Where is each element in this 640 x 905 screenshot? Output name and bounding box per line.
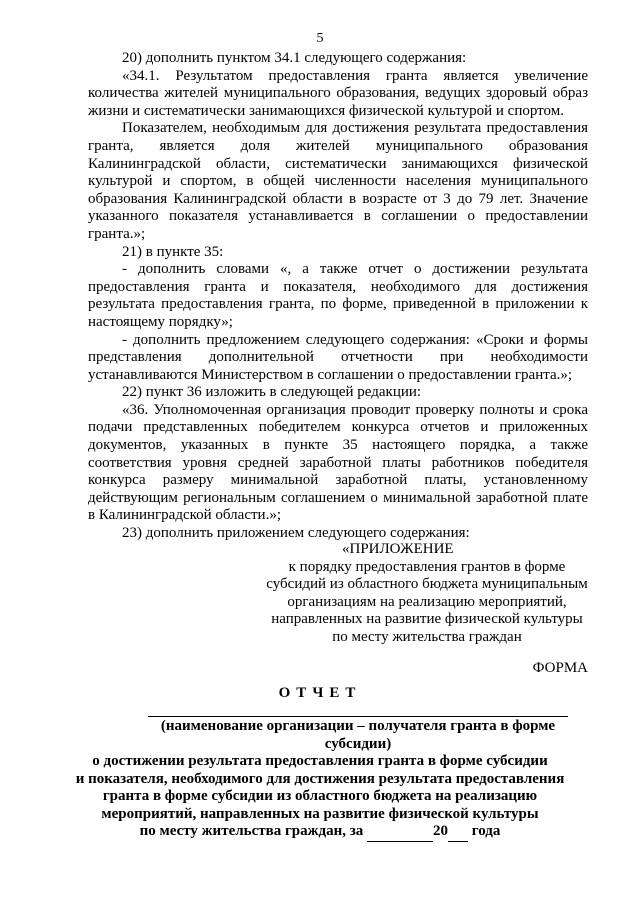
appendix-line: к порядку предоставления грантов в форме (288, 558, 566, 575)
paragraph-23: 23) дополнить приложением следующего содержания: (122, 525, 470, 542)
paragraph-indicator: Показателем, необходимым для достижения результата предоставления гранта, является доля жителей муниципального образования Калининградской области, систематически занимающихся физической культурой и спортом, в общей численности населения муниципального образования Калининградской области в возрасте от 3 до 79 лет. Значение указанного показателя устанавливается в соглашении о предоставлении гранта.»; (88, 120, 588, 242)
document-body (88, 50, 588, 543)
report-title-line: и показателя, необходимого для достижения результата предоставления (75, 770, 565, 787)
paragraph-34-1: «34.1. Результатом предоставления гранта является увеличение количества жителей муниципального образования, ведущих здоровый образ жизни и систематически занимающихся физической культурой и спортом. (88, 67, 588, 119)
organization-caption-line: субсидии) (324, 735, 392, 752)
report-title-period-line (60, 823, 580, 842)
report-title-prefix: по месту жительства граждан, за (139, 823, 364, 840)
paragraph-21: 21) в пункте 35: (122, 243, 224, 260)
paragraph-21-add-words: - дополнить словами «, а также отчет о достижении результата предоставления гранта и показателя, необходимого для достижения результата предоставления гранта, по форме, приведенной в приложении к настоящему порядку»; (88, 261, 588, 330)
appendix-line: субсидий из областного бюджета муниципальным (266, 576, 588, 593)
report-title-line: о достижении результата предоставления гранта в форме субсидии (92, 753, 548, 769)
paragraph-21-add-sentence: - дополнить предложением следующего содержания: «Сроки и формы представления дополнительной отчетности при необходимости устанавливаются Министерством в соглашении о предоставлении гранта.»; (88, 331, 588, 383)
forma-label: ФОРМА (532, 660, 588, 676)
year-blank (448, 823, 468, 842)
report-title-line: гранта в форме субсидии из областного бюджета на реализацию (102, 788, 538, 805)
report-heading: ОТЧЕТ (278, 685, 362, 701)
appendix-heading: «ПРИЛОЖЕНИЕ (342, 541, 454, 557)
organization-caption (148, 718, 568, 753)
paragraph-36: «36. Уполномоченная организация проводит проверку полноты и срока подачи представленных победителем конкурса отчетов и приложенных документов, указанных в пункте 35 настоящего порядка, а также соответствия уровня средней заработной платы работников победителя конкурса размеру минимальной заработной платы, установленному действующим региональным соглашением о минимальной заработной плате в Калининградской области.»; (88, 401, 588, 524)
page-number: 5 (316, 31, 324, 46)
appendix-line: направленных на развитие физической культуры (271, 611, 583, 628)
report-title-line: мероприятий, направленных на развитие физической культуры (101, 805, 539, 822)
report-year-prefix: 20 (433, 823, 448, 840)
period-blank (367, 823, 433, 842)
organization-name-line (148, 716, 568, 717)
report-title-suffix: года (471, 823, 501, 840)
appendix-block (262, 541, 592, 647)
organization-caption-line: (наименование организации – получателя гранта в форме (160, 718, 556, 734)
paragraph-22: 22) пункт 36 изложить в следующей редакции: (122, 384, 422, 401)
appendix-line: по месту жительства граждан (332, 628, 522, 645)
paragraph-20: 20) дополнить пунктом 34.1 следующего содержания: (122, 50, 467, 66)
report-title (60, 753, 580, 842)
appendix-line: организациям на реализацию мероприятий, (287, 593, 567, 610)
